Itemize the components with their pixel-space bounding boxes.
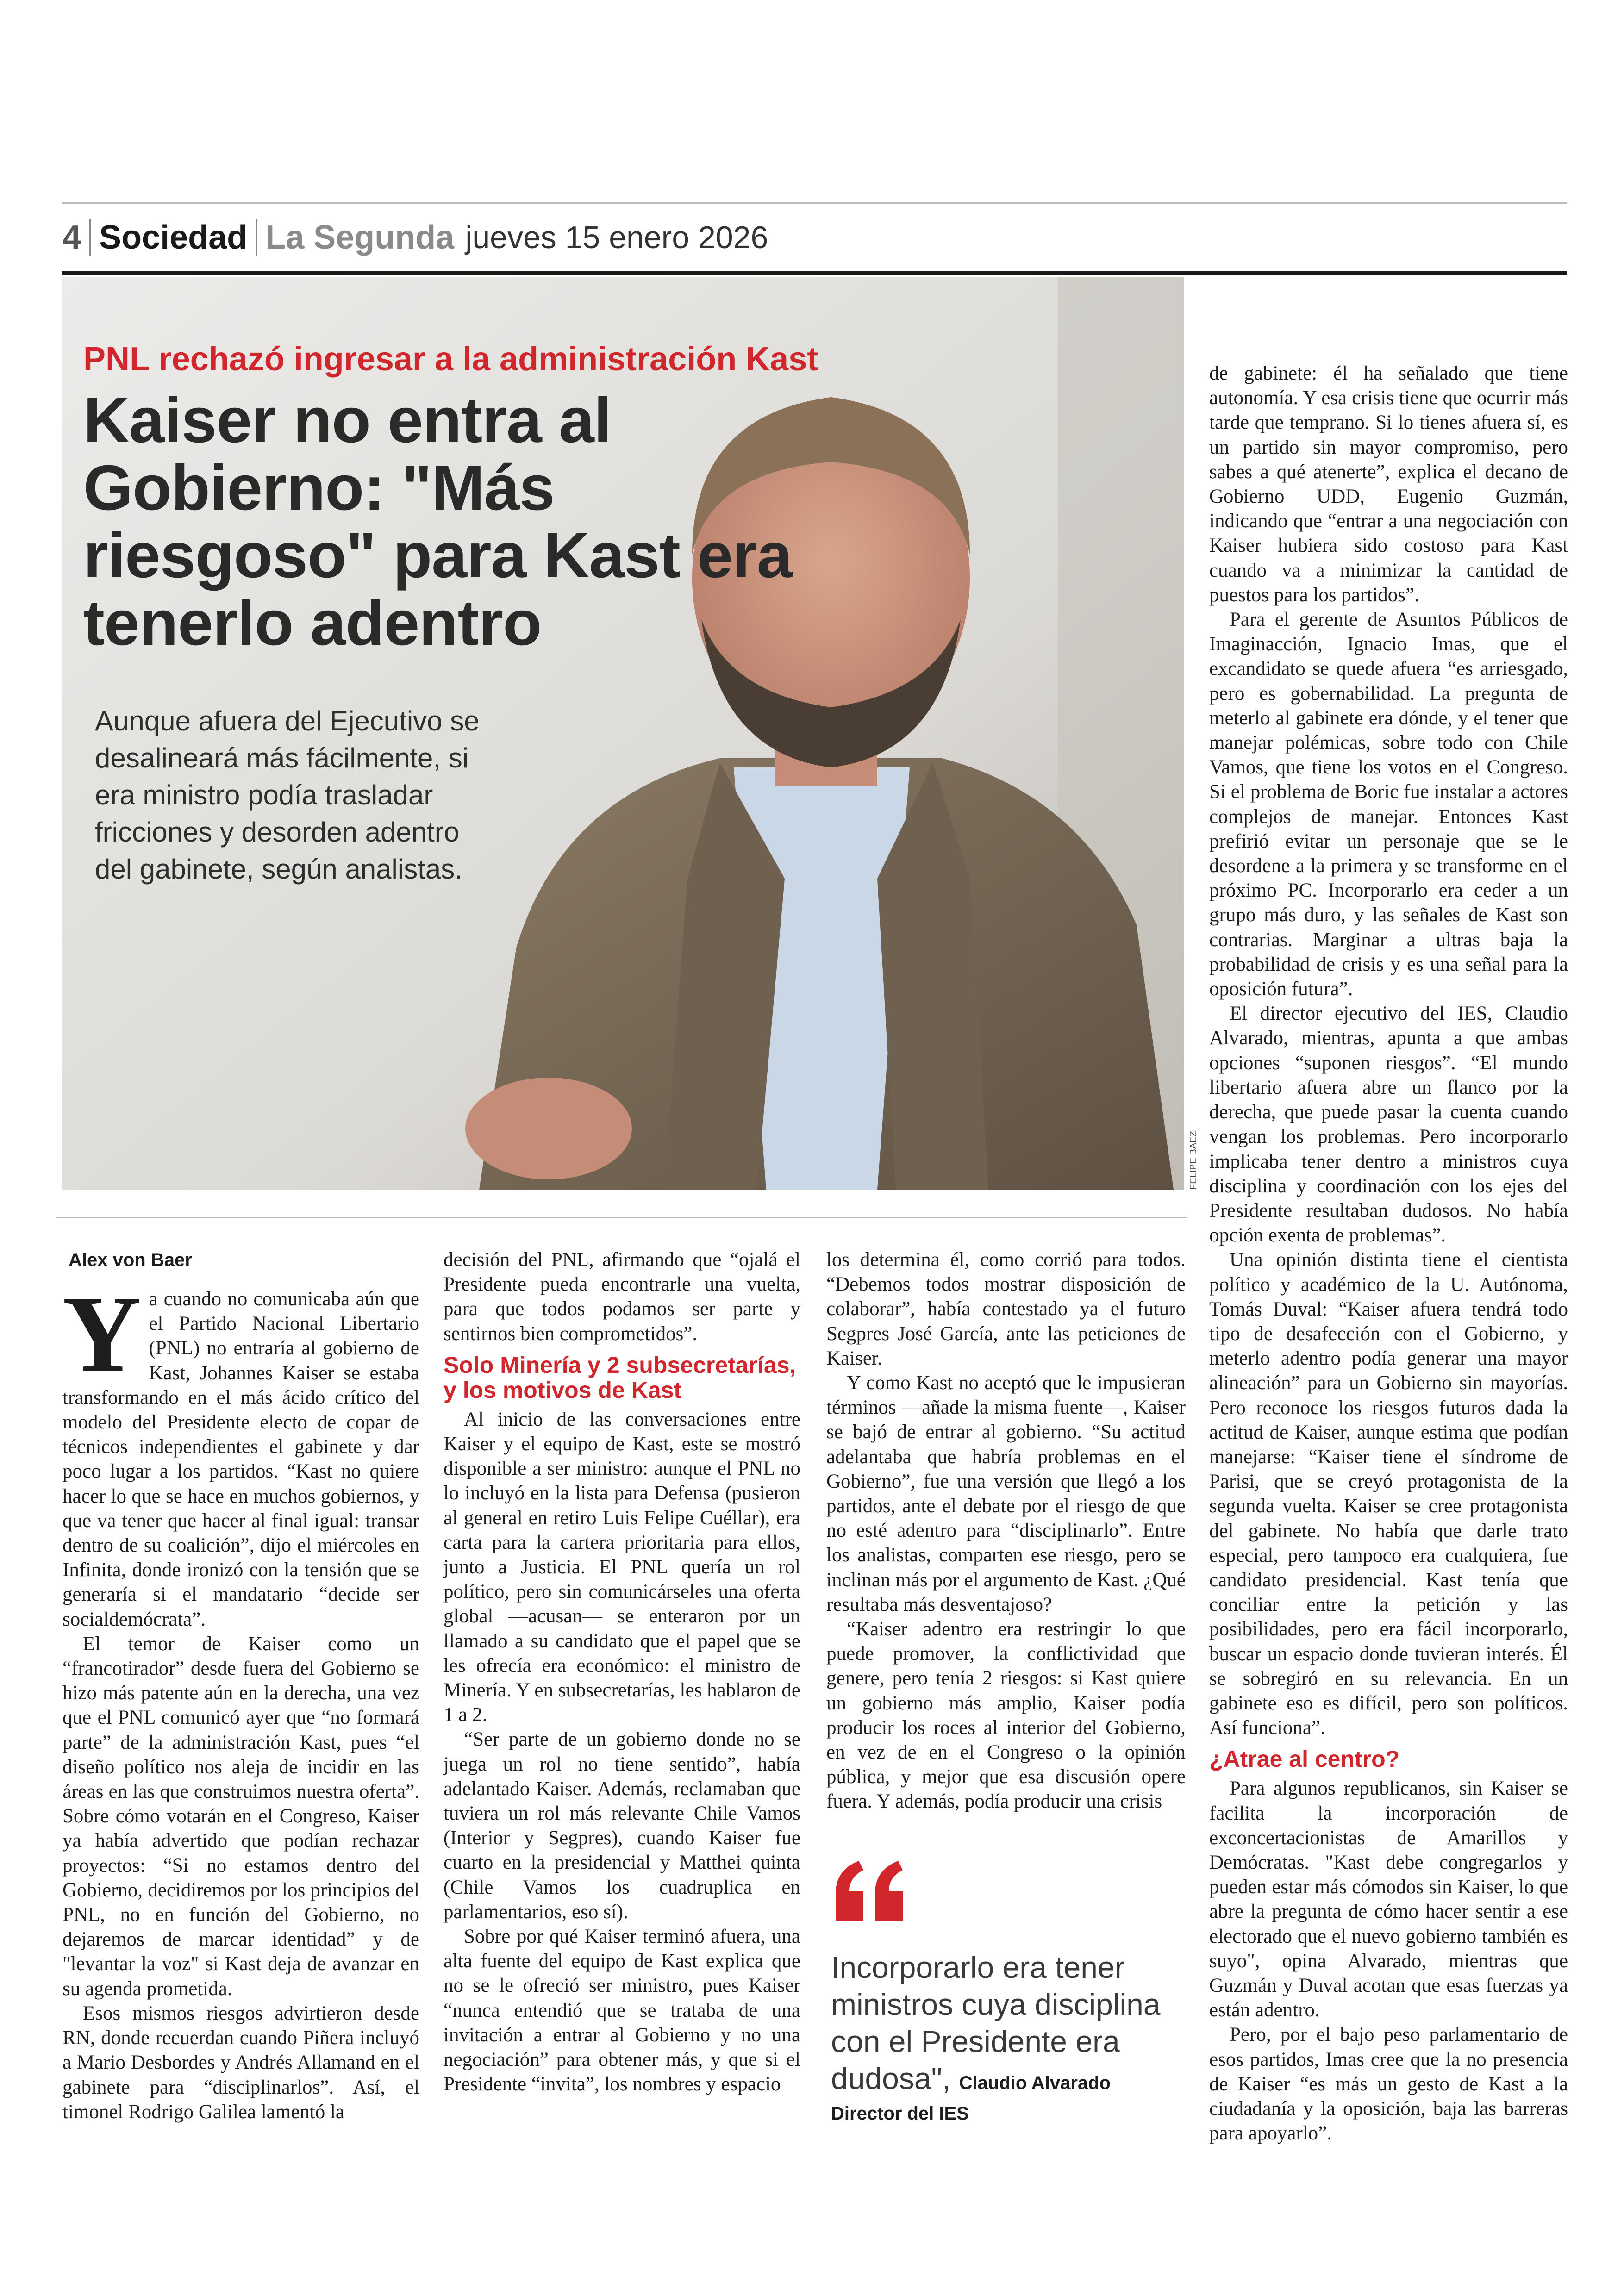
body-paragraph: decisión del PNL, afirmando que “ojalá el Presidente pueda encontrarle una vuelta, para que todos podamos ser parte y sentirnos bien comprometidos”.: [443, 1249, 800, 1345]
body-paragraph: de gabinete: él ha señalado que tiene autonomía. Y esa crisis tiene que ocurrir más tarde que temprano. Si lo tienes afuera sí, es un partido sin mayor compromiso, pero sabes a qué atenerte”, explica el decano de Gobierno UDD, Eugenio Guzmán, indicando que “entrar a una negociación con Kaiser hubiera sido costoso para Kast cuando va a minimizar la cantidad de puestos para los partidos”.: [1209, 362, 1568, 606]
body-paragraph: El director ejecutivo del IES, Claudio Alvarado, mientras, apunta a que ambas opciones “suponen riesgos”. “El mundo libertario afuera abre un flanco por la derecha, que puede pasar la cuenta cuando vengan los problemas. Pero incorporarlo implicaba tener dentro a ministros cuya disciplina y coordinación con los ejes del Presidente resultaban dudosos. No había opción exenta de problemas”.: [1209, 1003, 1568, 1247]
article-headline: Kaiser no entra al Gobierno: "Más riesgoso" para Kast era tenerlo adentro: [83, 385, 792, 659]
quote-mark-icon: [831, 1861, 910, 1928]
article-deck: Aunque afuera del Ejecutivo se desalineará más fácilmente, si era ministro podía trasladar fricciones y desorden adentro del gabinete, según analistas.: [95, 705, 480, 885]
drop-cap: Y: [62, 1274, 142, 1395]
pull-quote: [831, 1949, 1192, 2126]
page-header: [62, 208, 768, 266]
photo-credit: FELIPE BAEZ: [1188, 1131, 1199, 1190]
subheading: ¿Atrae al centro?: [1209, 1746, 1400, 1772]
header-bottom-rule: [62, 271, 1567, 275]
page-number: 4: [62, 219, 91, 256]
pull-quote-role: Director del IES: [831, 2103, 969, 2124]
body-column-1: [62, 1274, 419, 2124]
body-paragraph: Una opinión distinta tiene el cientista político y académico de la U. Autónoma, Tomás Duval: “Kaiser afuera tendrá todo tipo de desafección con el Gobierno, y meterlo adentro podía generar una mayor alineación” para un Gobierno sin mayorías. Pero reconoce los riesgos futuros dada la actitud de Kaiser, aunque estima que podían manejarse: “Kaiser tiene el síndrome de Parisi, que se creyó protagonista de la segunda vuelta. Kaiser se cree protagonista del gabinete. No había que darle trato especial, pero tampoco era cualquiera, fue candidato presidencial. Kast tenía que conciliar entre la petición y las posibilidades, pero era fácil incorporarlo, buscar un espacio donde tuvieran interés. Él se sobregiró en su relevancia. En un gabinete eso es difícil, pero son políticos. Así funciona”.: [1209, 1249, 1568, 1739]
publication-name: La Segunda: [265, 218, 455, 256]
publication-date: jueves 15 enero 2026: [465, 219, 768, 255]
body-paragraph: Al inicio de las conversaciones entre Kaiser y el equipo de Kast, este se mostró disponible a ser ministro: aunque el PNL no lo incluyó en la lista para Defensa (pusieron al general en retiro Luis Felipe Cuéllar), era carta para la cartera prioritaria para ellos, junto a Justicia. El PNL quería un rol político, pero sin comunicárseles una oferta global —acusan— se enteraron por un llamado a su candidato que el papel que se les ofrecía era económico: el ministro de Minería. Y en subsecretarías, les hablaron de 1 a 2.: [443, 1408, 800, 1726]
body-paragraph: Para algunos republicanos, sin Kaiser se facilita la incorporación de exconcertacionistas de Amarillos y Demócratas. "Kast debe congregarlos y pueden estar más cómodos sin Kaiser, lo que abre la pregunta de cómo hacer sentir a ese electorado que el nuevo gobierno también es suyo", opina Alvarado, mientras que Guzmán y Duval acotan que esas fuerzas ya están adentro.: [1209, 1777, 1568, 2021]
section-name: Sociedad: [91, 219, 257, 256]
pull-quote-text: Incorporarlo era tener ministros cuya disciplina con el Presidente era dudosa",: [831, 1950, 1161, 2095]
pull-quote-author: Claudio Alvarado: [959, 2073, 1111, 2093]
body-paragraph: los determina él, como corrió para todos. “Debemos todos mostrar disposición de colaborar”, había contestado ya el futuro Segpres José García, ante las peticiones de Kaiser.: [826, 1249, 1186, 1369]
body-column-2: [443, 1247, 800, 2097]
body-paragraph: Y como Kast no aceptó que le impusieran términos —añade la misma fuente—, Kaiser se bajó de entrar al gobierno. “Su actitud adelantaba que habría problemas en el Gobierno”, fue una versión que llegó a los partidos, ante el debate por el riesgo de que no esté adentro para “disciplinarlo”. Entre los analistas, comparten ese riesgo, pero se inclinan más por el argumento de Kast. ¿Qué resultaba más desventajoso?: [826, 1372, 1186, 1615]
hero-bottom-rule: [56, 1217, 1187, 1218]
body-paragraph: Para el gerente de Asuntos Públicos de Imaginacción, Ignacio Imas, que el excandidato se quede afuera “es arriesgado, pero es gobernabilidad. La pregunta de meterlo al gabinete era dónde, y el tener que manejar polémicas, sobre todo con Chile Vamos, que tiene los votos en el Congreso. Si el problema de Boric fue instalar a actores complejos de manejar. Entonces Kast prefirió evitar un personaje que se le desordene a la primera y se transforme en el próximo PC. Incorporarlo era ceder a un grupo más duro, y las señales de Kast son contrarias. Marginar a ultras baja la probabilidad de crisis y es una señal para la oposición futura”.: [1209, 609, 1568, 1000]
body-paragraph: Ya cuando no comunicaba aún que el Partido Nacional Libertario (PNL) no entraría al gobierno de Kast, Johannes Kaiser se estaba transformando en el más ácido crítico del modelo del Presidente electo de copar de técnicos independientes el gabinete y dar poco lugar a los partidos. “Kast no quiere hacer lo que se hace en muchos gobiernos, y que va tener que hacer al final igual: transar dentro de su coalición”, dijo el miércoles en Infinita, donde ironizó con la tensión que se generaría si el mandatario “decide ser socialdemócrata”.: [62, 1274, 419, 1630]
body-paragraph: Pero, por el bajo peso parlamentario de esos partidos, Imas cree que la no presencia de Kaiser “es más un gesto de Kast a la ciudadanía y la oposición, baja las barreras para apoyarlo”.: [1209, 2024, 1568, 2145]
byline: Alex von Baer: [69, 1250, 192, 1270]
body-column-4: [1209, 361, 1568, 2145]
body-paragraph: Sobre por qué Kaiser terminó afuera, una alta fuente del equipo de Kast explica que no se le ofreció ser ministro, pues Kaiser “nunca entendió que se trataba de una invitación a entrar al Gobierno y no una negociación” para obtener más, y que si el Presidente “invita”, los nombres y espacio: [443, 1926, 800, 2095]
body-paragraph: Esos mismos riesgos advirtieron desde RN, donde recuerdan cuando Piñera incluyó a Mario Desbordes y Andrés Allamand en el gabinete para “disciplinarlos”. Así, el timonel Rodrigo Galilea lamentó la: [62, 2002, 419, 2123]
body-paragraph: “Ser parte de un gobierno donde no se juega un rol no tiene sentido”, había adelantado Kaiser. Además, reclamaban que tuviera un rol más relevante Chile Vamos (Interior y Segpres), cuando Kaiser fue cuarto en la presidencial y Matthei quinta (Chile Vamos los cuadruplica en parlamentarios, eso sí).: [443, 1728, 800, 1923]
body-column-3: [826, 1247, 1186, 1814]
subheading: Solo Minería y 2 subsecretarías, y los motivos de Kast: [443, 1352, 796, 1403]
body-paragraph: “Kaiser adentro era restringir lo que puede promover, la conflictividad que genere, pero tenía 2 riesgos: si Kast quiere un gobierno más amplio, Kaiser podía producir los roces al interior del Gobierno, en vez de en el Congreso o la opinión pública, y mejor que esa discusión opere fuera. Y además, podía producir una crisis: [826, 1618, 1186, 1813]
header-top-rule: [62, 202, 1567, 204]
body-paragraph: El temor de Kaiser como un “francotirador” desde fuera del Gobierno se hizo más patente aún en la derecha, una vez que el PNL comunicó ayer que “no formará parte” de la administración Kast, pues “el diseño político nos aleja de incidir en las áreas en las que construimos nuestra oferta”. Sobre cómo votarán en el Congreso, Kaiser ya había advertido que podían rechazar proyectos: “Si no estamos dentro del Gobierno, decidiremos por los principios del PNL, no en función del Gobierno, no dejaremos de marcar identidad” y de "levantar la voz" si Kast deja de avanzar en su agenda prometida.: [62, 1633, 419, 2000]
article-kicker: PNL rechazó ingresar a la administración Kast: [83, 341, 818, 378]
